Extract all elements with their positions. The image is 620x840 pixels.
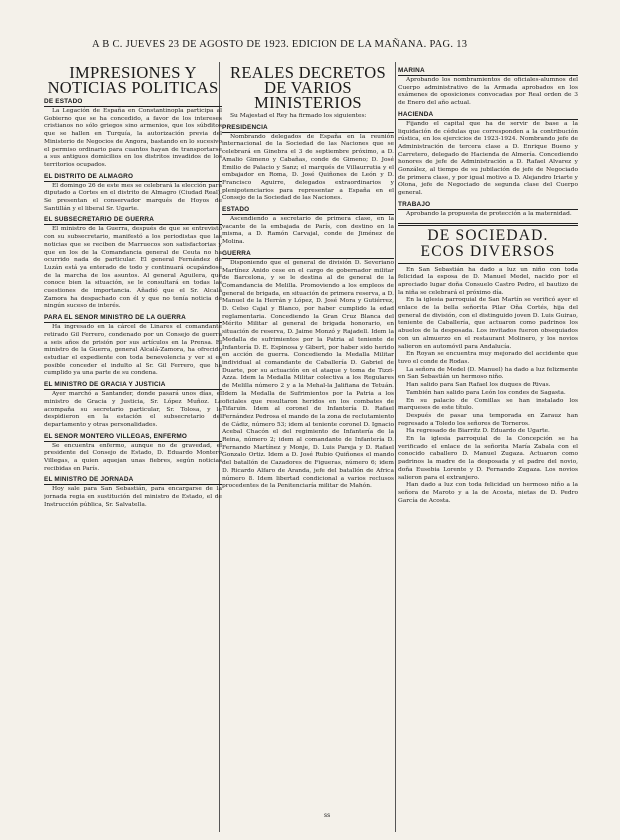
article-paragraph: La Legación de España en Constantinopla participa al Gobierno que se ha concedido, a favor de los intereses cristianos no sólo griegos sino armenios, que los súbditos que se hallen en Turquía, la autorización previa del Ministerio de Negocios de Angora, bastando en lo sucesivo el permiso ordinario para cuantos hayan de transportarse a sus antiguos domicilios en los distritos invadidos de los territorios ocupados. xyxy=(44,108,222,168)
page-header: A B C. JUEVES 23 DE AGOSTO DE 1923. EDICION DE LA MAÑANA. PAG. 13 xyxy=(92,39,468,50)
article-paragraph: El ministro de la Guerra, después de que se entrevistó con su subsecretario, manifestó a los periodistas que las noticias que se reciben de Marruecos son satisfactorias y que en los de la Comandancia general de Ceuta no ha ocurrido nada de particular. El general Fernández de Luzán está ya enterado de todo y continuará ocupándose de la marcha de los asuntos. Al general Aguilera, que conoce bien la situación, se le consultará en todas las cuestiones de importancia. Añadió que el Sr. Alcalá Zamora ha despachado con él y que no tenía noticia de ningún suceso de interés. xyxy=(44,226,222,310)
section-heading: TRABAJO xyxy=(398,201,578,210)
article-paragraph: El domingo 26 de este mes se celebrará la elección para diputado a Cortes en el distrito de Almagro (Ciudad Real). Se presentan el conservador marqués de Hoyos de Santillán y el liberal Sr. Ugarte. xyxy=(44,182,222,212)
section-heading: GUERRA xyxy=(222,250,394,259)
divider xyxy=(398,223,578,226)
column-rule xyxy=(395,62,396,832)
article-paragraph: Han dado a luz con toda felicidad un hermoso niño a la señora de Maroto y a la de Acosta, nietas de D. Pedro García de Acosta. xyxy=(398,482,578,504)
article-paragraph: Nombrando delegados de España en la reunión internacional de la Sociedad de las Naciones que se celebrará en Ginebra el 3 de septiembre próximo, a D. Amalio Gimeno y Cabañas, conde de Gimeno; D. José Emilio de Palacio y Sanz; el marqués de Villaurrutia y el embajador en Roma, D. José Quiñones de León y D. Francisco Aguirre, delegados extraordinarios y plenipotenciarios para representar a España en el Consejo de la Sociedad de las Naciones. xyxy=(222,133,394,202)
article-paragraph: Aprobando la propuesta de protección a la maternidad. xyxy=(406,210,572,217)
article-paragraph: Hoy sale para San Sebastián, para encargarse de la jornada regia en sustitución del ministro de Estado, el de Instrucción pública, Sr. Salvatella. xyxy=(44,486,222,508)
article-paragraph: También han salido para León los condes de Sagasta. xyxy=(406,389,566,396)
article-paragraph: Ascendiendo a secretario de primera clase, en la vacante de la embajada de París, con destino en la misma, a D. Ramón Carvajal, conde de Jiménez de Molina. xyxy=(222,216,394,246)
section-heading: EL SEÑOR MONTERO VILLEGAS, ENFERMO xyxy=(44,433,222,442)
article-paragraph: Ayer marchó a Santander, donde pasará unos días, el ministro de Gracia y Justicia, Sr. López Muñoz. Le acompaña su secretario particular, Sr. Tolosa, y le despidieron en la estación el subsecretario del departamento y otras personalidades. xyxy=(44,391,222,428)
article-intro: Su Majestad el Rey ha firmado los siguientes: xyxy=(230,113,367,119)
section-heading: DE ESTADO xyxy=(44,98,222,107)
headline-reales-decretos: REALES DECRETOS DE VARIOS MINISTERIOS xyxy=(230,64,386,112)
page-folio: ss xyxy=(324,812,331,819)
article-paragraph: Ha ingresado en la cárcel de Linares el comandante retirado Gil Ferrero, condenado por un Consejo de guerra a seis años de prisión por sus artículos en la Prensa. El ministro de la Guerra, general Alcalá-Zamora, ha ofrecido estudiar el expediente con toda benevolencia y ver si es posible conceder el indulto al Sr. Gil Ferrero, que ha cumplido ya una parte de su condena. xyxy=(44,324,222,377)
article-paragraph: Después de pasar una temporada en Zarauz han regresado a Toledo los señores de Torneros. xyxy=(398,412,578,427)
section-heading: EL SUBSECRETARIO DE GUERRA xyxy=(44,216,222,225)
article-paragraph: En la iglesia parroquial de San Martín se verificó ayer el enlace de la bella señorita Pilar Oña Cortés, hija del general de división, con el distinguido joven D. Luis Guirao, teniente de Caballería, que actuaron como padrinos los abuelos de la desposada. Los invitados fueron obsequiados con un almuerzo en el restaurant Molinero, y los novios salieron en automóvil para Andalucía. xyxy=(398,297,578,350)
article-paragraph: Ha regresado de Biarritz D. Eduardo de Ugarte. xyxy=(406,428,550,435)
article-paragraph: Disponiendo que el general de división D. Severiano Martínez Anido cese en el cargo de gobernador militar de Barcelona, y se le destina al de general de la Comandancia de Melilla. Promoviendo a los empleos de general de brigada, en situación de primera reserva, a D. Manuel de la Herrán y López, D. José Mora y Gutiérrez, D. Celso Cajal y Blanco, por haber cumplido la edad reglamentaria. Concediendo la Gran Cruz Blanca del Mérito Militar al general de brigada honorario, en situación de reserva, D. Jaime Monzó y Rajadell. Idem la Medalla de sufrimientos por la Patria al teniente de Infantería D. E. Espinosa y Gibert, por haber sido herido en acción de guerra. Concediendo la Medalla Militar individual al comandante de Caballería D. Gabriel de Duarte, por su actuación en el ataque y toma de Tizzi-Azza. Idem la Medalla Militar colectiva a los Regulares de Melilla número 2 y a la Mehal-la Jalifiana de Tetuán. Idem la Medalla de Sufrimientos por la Patria a los oficiales que resultaron heridos en los combates de Tifaruin. Idem al coronel de Infantería D. Rafael Fernández Pedrosa el mando de la zona de reclutamiento de Cádiz, número 53; idem al teniente coronel D. Ignacio Acebal Chacón el del regimiento de Infantería de la Reina, número 2; idem al comandante de Infantería D. Fernando Martínez y Monje, D. Luis Pareja y D. Rafael Gonzalo Ortiz. Idem a D. José Rubio Quiñones el mando del batallón de Cazadores de Figueras, número 6; idem D. Ricardo Alfaro de Aranda, jefe del batallón de Africa número 8. Idem libertad condicional a varios reclusos procedentes de la Penitenciaría militar de Mahón. xyxy=(222,259,394,490)
headline-ecos-diversos: ECOS DIVERSOS xyxy=(420,242,556,260)
article-paragraph: Aprobando los nombramientos de oficiales-alumnos del Cuerpo administrativo de la Armada aprobados en los exámenes de oposiciones convocadas por Real orden de 3 de Enero del año actual. xyxy=(398,77,578,107)
article-paragraph: La señora de Medel (D. Manuel) ha dado a luz felizmente en San Sebastián un hermoso niño. xyxy=(398,366,578,381)
column-middle xyxy=(222,64,394,834)
article-paragraph: Han salido para San Rafael los duques de Rivas. xyxy=(406,382,551,389)
article-paragraph: En San Sebastián ha dado a luz un niño con toda felicidad la esposa de D. Manuel Medel, nacido por el apreciado lugar doña Consuelo Castro Pedro, el bautizo de la niña se celebrará el próximo día. xyxy=(398,266,578,296)
column-right xyxy=(398,64,578,834)
article-paragraph: En Royan se encuentra muy mejorado del accidente que tuvo el conde de Rodas. xyxy=(398,351,578,365)
article-paragraph: En su palacio de Comillas se han instalado los marqueses de este título. xyxy=(398,397,578,412)
section-heading: HACIENDA xyxy=(398,111,578,120)
section-heading: MARINA xyxy=(398,67,578,76)
article-paragraph: Fijando el capital que ha de servir de base a la liquidación de cédulas que corresponden a la contribución rústica, en los ejercicios de 1923-1924. Nombrando jefe de Administración de tercera clase a D. Enrique Bueno y Carretero, delegado de Hacienda de Almería. Concediendo honores de jefe de Administración a D. Rafael Alvarez y González, al tiempo de su jubilación de jefe de Negociado de primera clase, y por igual motivo a D. Alejandro Iriarte y Olona, jefe de Negociado de segunda clase del Cuerpo general. xyxy=(398,120,578,197)
divider xyxy=(398,263,578,264)
article-paragraph: En la iglesia parroquial de la Concepción se ha verificado el enlace de la señorita María Zabala con el conocido caballero D. Manuel Zugaza. Actuaron como padrinos la madre de la desposada y el padre del novio, doña Eusebia Lorente y D. Fernando Zugaza. Los novios salieron para el extranjero. xyxy=(398,436,578,481)
section-heading: PRESIDENCIA xyxy=(222,124,394,133)
headline-de-sociedad: DE SOCIEDAD. xyxy=(427,226,549,244)
section-heading: ESTADO xyxy=(222,206,394,215)
section-heading: EL MINISTRO DE GRACIA Y JUSTICIA xyxy=(44,381,222,390)
section-heading: EL DISTRITO DE ALMAGRO xyxy=(44,173,222,182)
column-left xyxy=(44,64,222,834)
section-heading: PARA EL SEÑOR MINISTRO DE LA GUERRA xyxy=(44,314,222,323)
section-heading: EL MINISTRO DE JORNADA xyxy=(44,476,222,485)
headline-impresiones: IMPRESIONES Y NOTICIAS POLITICAS xyxy=(47,64,219,97)
article-paragraph: Se encuentra enfermo, aunque no de gravedad, el presidente del Consejo de Estado, D. Eduardo Montero Villegas, a quien aquejan unas fiebres, según noticias recibidas en París. xyxy=(44,442,222,472)
